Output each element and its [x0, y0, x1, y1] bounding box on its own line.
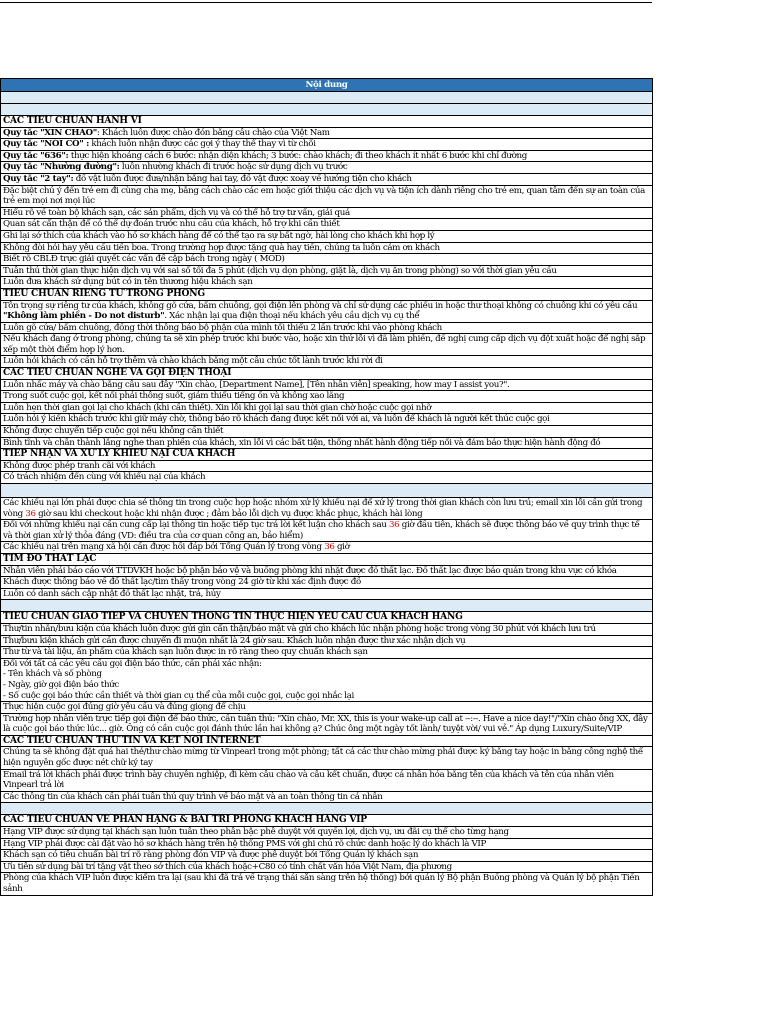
section-title: CÁC TIÊU CHUẨN VỀ PHÂN HẠNG & BÀI TRÍ PHÒNG KHÁCH HÀNG VIP: [1, 815, 652, 827]
spacer-row: [1, 803, 652, 815]
spacer-row: [1, 104, 652, 116]
table-row: Trong suốt cuộc gọi, kết nối phải thông suốt, giảm thiểu tiếng ồn và không xao lãng: [1, 391, 652, 403]
row-text: Đối với tất cả các yêu cầu gọi điện báo thức, cần phải xác nhận:: [3, 658, 262, 669]
rule-text: đồ vật luôn được đưa/nhận bằng hai tay, đồ vật được xoay về hướng tiện cho khách: [73, 173, 412, 184]
table-row: Hạng VIP được sử dụng tại khách sạn luôn tuân theo phân bậc phê duyệt với quyền lợi, dịch vụ, ưu đãi cụ thể cho từng hạng: [1, 827, 652, 839]
column-header: Nội dung: [1, 79, 652, 92]
list-item: - Ngày, giờ gọi điện báo thức: [3, 679, 119, 690]
section-title: TIÊU CHUẨN RIÊNG TƯ TRONG PHÒNG: [1, 289, 652, 301]
rule-name: Quy tắc "NÓI CÓ" :: [3, 139, 89, 150]
table-row: Ưu tiên sử dụng bài trí tặng vật theo sở thích của khách hoặc+C80 có tính chất văn hóa Việt Nam, địa phương: [1, 862, 652, 874]
table-row: [1, 128, 652, 140]
row-text: giờ đầu tiên, khách sẽ được thông báo về quy trình thực tế và thời gian xử lý thỏa đáng (VD: điều tra của cơ quan công an, bảo hiểm): [3, 520, 640, 541]
list-item: - Số cuộc gọi báo thức cần thiết và thời gian cụ thể của mỗi cuộc gọi, cuộc gọi nhắc lại: [3, 690, 354, 701]
row-text: giờ sau khi checkout hoặc khi nhận được ; đảm bảo lỗi dịch vụ được khắc phục, khách hài lòng: [35, 508, 423, 519]
table-row: Không đòi hỏi hay yêu cầu tiền boa. Trong trường hợp được tặng quà hay tiền, chúng ta luôn cảm ơn khách: [1, 243, 652, 255]
table-row: Thực hiện cuộc gọi đúng giờ yêu cầu và đúng giọng để chịu: [1, 702, 652, 714]
table-row: Khách sạn có tiêu chuẩn bài trí rõ ràng phòng đón VIP và được phê duyệt bởi Tổng Quản lý khách sạn: [1, 850, 652, 862]
table-row: [1, 301, 652, 323]
table-row: Khách được thông báo về đồ thất lạc/tìm thấy trong vòng 24 giờ từ khi xác định được đồ: [1, 577, 652, 589]
row-text: Các khiếu nại trên mạng xã hội cần được hồi đáp bởi Tổng Quản lý trong vòng: [3, 542, 325, 553]
table-row: Nếu khách đang ở trong phòng, chúng ta sẽ xin phép trước khi bước vào, hoặc xin thứ lỗi vì đã làm phiền, đề nghị cung cấp dịch vụ đột xuất hoặc để nghị sắp xếp một thời điểm hợp lý hơn.: [1, 334, 652, 356]
table-row: Luôn nhấc máy và chào bằng câu sau đây "Xin chào, [Department Name], [Tên nhân viên] speaking, how may I assist you?".: [1, 380, 652, 392]
table-row: Luôn gõ cửa/ bấm chuông, đồng thời thông báo bộ phận của mình tối thiểu 2 lần trước khi vào phòng khách: [1, 323, 652, 335]
hours-value: 36: [389, 520, 400, 531]
table-row: Luôn hỏi ý kiến khách trước khi giữ máy chờ, thông báo rõ khách đang được kết nối với ai, và luôn để khách là người kết thúc cuộc gọi: [1, 414, 652, 426]
table-row: Thư/tin nhắn/bưu kiện của khách luôn được gửi gìn cẩn thận/bảo mật và gửi cho khách lúc nhận phòng hoặc trong vòng 30 phút với khách lưu trú: [1, 624, 652, 636]
rule-text: luôn nhường khách đi trước hoặc sử dụng dịch vụ trước: [119, 162, 348, 173]
table-row: Luôn đưa khách sử dụng bút có in tên thương hiệu khách sạn: [1, 277, 652, 289]
hours-value: 36: [324, 542, 335, 553]
dnd-label: "Không làm phiền - Do not disturb": [3, 311, 165, 322]
table-row: [1, 659, 652, 702]
rule-name: Quy tắc "2 tay":: [3, 173, 74, 184]
rule-name: Quy tắc "636":: [3, 150, 69, 161]
standards-table: [0, 78, 653, 896]
table-row: [1, 542, 652, 554]
section-title: TÌM ĐỒ THẤT LẠC: [1, 554, 652, 566]
hours-value: 36: [25, 508, 36, 519]
table-row: Thư từ và tài liệu, ấn phẩm của khách sạn luôn được in rõ ràng theo quy chuẩn khách sạn: [1, 647, 652, 659]
table-row: Ghi lại sở thích của khách vào hồ sơ khách hàng để có thể tạo ra sự bất ngờ, hài lòng cho khách khi hợp lý: [1, 231, 652, 243]
section-title: CÁC TIÊU CHUẨN THƯ TÍN VÀ KẾT NỐI INTERNET: [1, 736, 652, 748]
table-row: Các thông tin của khách cần phải tuân thủ quy trình về bảo mật và an toàn thông tin cá nhân: [1, 792, 652, 804]
row-text: Tôn trọng sự riêng tư của khách, không gõ cửa, bấm chuông, gọi điện lên phòng và chỉ sử dụng các phiếu in hoặc thư thoại không có chuông khi có yêu cầu: [3, 300, 638, 311]
spacer-row: [1, 92, 652, 104]
table-row: Không được chuyển tiếp cuộc gọi nếu không cần thiết: [1, 426, 652, 438]
row-text: giờ: [334, 542, 350, 553]
table-row: Luôn hẹn thời gian gọi lại cho khách (khi cần thiết). Xin lỗi khi gọi lại sau thời gian chờ hoặc cuộc gọi nhỡ: [1, 403, 652, 415]
row-text: . Xác nhận lại qua điện thoại nếu khách yêu cầu dịch vụ cụ thể: [164, 311, 420, 322]
spacer-row: [1, 600, 652, 612]
table-row: Nhân viên phải báo cáo với TTDVKH hoặc bộ phận bảo vệ và buồng phòng khi nhặt được đồ thất lạc. Đồ thất lạc được bảo quản trong khu vực có khóa: [1, 566, 652, 578]
table-row: Đặc biệt chú ý đến trẻ em đi cùng cha mẹ, bằng cách chào các em hoặc giới thiệu các dịch vụ và tiện ích dành riêng cho trẻ em, quan tâm đến sự an toàn của trẻ em mọi nơi mọi lúc: [1, 186, 652, 208]
rule-name: Quy tắc "XIN CHÀO": [3, 127, 97, 138]
section-title: CÁC TIÊU CHUẨN HÀNH VI: [1, 116, 652, 128]
list-item: - Tên khách và số phòng: [3, 669, 102, 680]
table-row: Tuân thủ thời gian thực hiện dịch vụ với sai số tối đa 5 phút (dịch vụ dọn phòng, giặt là, dịch vụ ăn trong phòng) so với thời gian yêu cầu: [1, 266, 652, 278]
rule-text: khách luôn nhận được các gợi ý thay thế thay vì từ chối: [88, 139, 316, 150]
section-title: CÁC TIÊU CHUẨN NGHE VÀ GỌI ĐIỆN THOẠI: [1, 368, 652, 380]
table-row: Luôn có danh sách cập nhật đồ thất lạc nhặt, trả, hủy: [1, 589, 652, 601]
rule-text: thực hiện khoảng cách 6 bước: nhận diện khách; 3 bước: chào khách; đi theo khách ít nhất 6 bước khi chỉ đường: [68, 150, 527, 161]
table-row: [1, 174, 652, 186]
rule-text: : Khách luôn được chào đón bằng câu chào của Việt Nam: [96, 127, 330, 138]
table-row: Hạng VIP phải được cài đặt vào hồ sơ khách hàng trên hệ thống PMS với ghi chú rõ chức danh hoặc lý do khách là VIP: [1, 839, 652, 851]
table-row: Quan sát cẩn thận để có thể dự đoán trước nhu cầu của khách, hỗ trợ khi cần thiết: [1, 219, 652, 231]
table-row: [1, 139, 652, 151]
row-text: Các khiếu nại lớn phải được chia sẻ thông tin trong cuộc họp hoặc nhóm xử lý khiếu nại để xử lý trong thời gian khách còn lưu trú; email xin lỗi cần gửi trong vòng: [3, 498, 643, 519]
table-row: [1, 498, 652, 520]
table-row: [1, 520, 652, 542]
table-row: Bình tĩnh và chân thành lắng nghe than phiền của khách, xin lỗi vì các bất tiện, thống nhất hành động tiếp nối và đảm bảo thực hiện hành động đó: [1, 438, 652, 450]
table-row: [1, 151, 652, 163]
table-row: Trường hợp nhân viên trực tiếp gọi điện để báo thức, cần tuân thủ: "Xin chào, Mr. XX, this is your wake-up call at --:--. Have a nice day!"/"Xin chào ông XX, đây là cuộc gọi báo thức lúc... giờ. Ông có cần cuộc gọi đánh thức lần hai không ạ? Chúc ông một ngày tốt lành/ tuyệt vời/ vui vẻ." Áp dụng Luxury/Suite/VIP: [1, 714, 652, 736]
section-title: TIẾP NHẬN VÀ XỬ LÝ KHIẾU NẠI CỦA KHÁCH: [1, 449, 652, 461]
table-row: Thư/bưu kiện khách gửi cần được chuyển đi muộn nhất là 24 giờ sau. Khách luôn nhận được thư xác nhận dịch vụ: [1, 636, 652, 648]
rule-name: Quy tắc "Nhường đường":: [3, 162, 120, 173]
table-row: Chúng ta sẽ không đặt quá hai thẻ/thư chào mừng từ Vinpearl trong một phòng; tất cả các thư chào mừng phải được ký bằng tay hoặc in bằng công nghệ thể hiện nguyên gốc được nét chữ ký tay: [1, 747, 652, 769]
row-text: Đối với những khiếu nại cần cung cấp lại thông tin hoặc tiếp tục trả lời kết luận cho khách sau: [3, 520, 389, 531]
section-title: TIÊU CHUẨN GIAO TIẾP VÀ CHUYỂN THÔNG TIN THỰC HIỆN YÊU CẦU CỦA KHÁCH HÀNG: [1, 612, 652, 624]
table-row: Phòng của khách VIP luôn được kiểm tra lại (sau khi đã trả về trạng thái sẵn sàng trên hệ thống) bởi quản lý Bộ phận Buồng phòng và Quản lý bộ phận Tiền sảnh: [1, 873, 652, 895]
table-row: Biết rõ CBLĐ trực giải quyết các vấn đề cập bách trong ngày ( MOD): [1, 254, 652, 266]
table-row: Hiểu rõ về toàn bộ khách sạn, các sản phẩm, dịch vụ và có thể hỗ trợ tư vấn, giải quả: [1, 208, 652, 220]
table-row: Không được phép tranh cãi với khách: [1, 461, 652, 473]
table-row: Email trả lời khách phải được trình bày chuyên nghiệp, đi kèm câu chào và câu kết chuẩn, được cá nhân hóa bằng tên của khách và tên của nhân viên Vinpearl trả lời: [1, 770, 652, 792]
table-row: Có trách nhiệm đến cùng với khiếu nại của khách: [1, 472, 652, 484]
table-row: [1, 162, 652, 174]
top-rule: [0, 2, 652, 3]
table-row: Luôn hỏi khách có cần hỗ trợ thêm và chào khách bằng một câu chúc tốt lành trước khi rời đi: [1, 356, 652, 368]
spacer-row: [1, 484, 652, 498]
